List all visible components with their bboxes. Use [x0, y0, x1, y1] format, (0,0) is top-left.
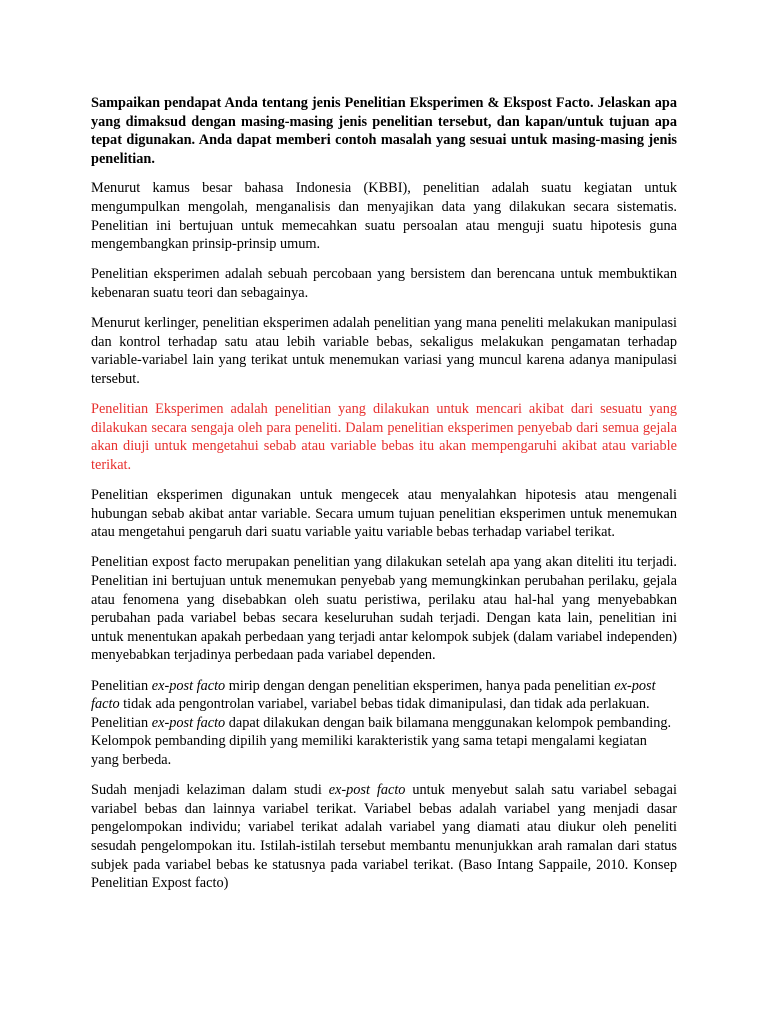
- italic-term: ex-post facto: [328, 782, 406, 799]
- paragraph-expost-facto: Penelitian expost facto merupakan penelitian yang dilakukan setelah apa yang akan diteliti itu terjadi. Penelitian ini bertujuan untuk menemukan penyebab yang memungkinkan perubahan perilaku, gejala atau fenomena yang disebabkan oleh suatu peristiwa, perilaku atau hal-hal yang menyebabkan perubahan pada variabel bebas secara keseluruhan sudah terjadi. Dengan kata lain, penelitian ini untuk menentukan apakah perbedaan yang terjadi antar kelompok subjek (dalam variabel independen) menyebabkan terjadinya perbedaan pada variabel dependen.: [91, 554, 677, 664]
- paragraph-expost-variables: [91, 781, 677, 893]
- text-segment: untuk menyebut salah satu variabel sebagai variabel bebas dan lainnya variabel terikat. Variabel bebas adalah variabel yang menjadi dasar pengelompokan individu; variabel terikat adalah variabel yang diamati atau diukur oleh peneliti sesudah pengelompokan itu. Istilah-istilah tersebut membantu menunjukkan arah ramalan dari status subjek pada variabel bebas ke statusnya pada variabel terikat. (Baso Intang Sappaile, 2010. Konsep Penelitian Expost facto): [91, 782, 677, 892]
- paragraph-expost-comparison: [91, 677, 677, 770]
- text-segment: Penelitian: [91, 677, 152, 694]
- document-body: [91, 94, 677, 904]
- paragraph-kerlinger: Menurut kerlinger, penelitian eksperimen adalah penelitian yang mana peneliti melakukan manipulasi dan kontrol terhadap satu atau lebih variable bebas, sekaligus melakukan pengamatan terhadap variable-variabel lain yang terikat untuk menemukan variasi yang muncul karena adanya manipulasi tersebut.: [91, 315, 677, 387]
- paragraph-experiment-purpose: Penelitian eksperimen digunakan untuk mengecek atau menyalahkan hipotesis atau mengenali hubungan sebab akibat antar variable. Secara umum tujuan penelitian eksperimen untuk menemukan atau mengetahui pengaruh dari suatu variable yaitu variable bebas terhadap variabel terikat.: [91, 487, 677, 541]
- paragraph-experiment-definition: Penelitian eksperimen adalah sebuah percobaan yang bersistem dan berencana untuk membuktikan kebenaran suatu teori dan sebagainya.: [91, 266, 677, 301]
- assignment-question: Sampaikan pendapat Anda tentang jenis Penelitian Eksperimen & Ekspost Facto. Jelaskan apa yang dimaksud dengan masing-masing jenis penelitian tersebut, dan kapan/untuk tujuan apa tepat digunakan. Anda dapat memberi contoh masalah yang sesuai untuk masing-masing jenis penelitian.: [91, 95, 677, 167]
- italic-term: ex-post facto: [151, 677, 226, 694]
- paragraph-highlighted-definition: Penelitian Eksperimen adalah penelitian yang dilakukan untuk mencari akibat dari sesuatu yang dilakukan secara sengaja oleh para peneliti. Dalam penelitian eksperimen penyebab dari semua gejala akan diuji untuk mengetahui sebab atau variable bebas itu akan mempengaruhi akibat atau variable terikat.: [91, 401, 677, 473]
- text-segment: mirip dengan dengan penelitian eksperimen, hanya pada penelitian: [225, 677, 615, 694]
- italic-term: ex-post facto: [151, 714, 226, 731]
- text-segment: Sudah menjadi kelaziman dalam studi: [91, 782, 329, 799]
- paragraph-kbbi-definition: Menurut kamus besar bahasa Indonesia (KBBI), penelitian adalah suatu kegiatan untuk mengumpulkan mengolah, menganalisis dan menyajikan data yang dilakukan secara sistematis. Penelitian ini bertujuan untuk memecahkan suatu persoalan atau menguji suatu hipotesis guna mengembangkan prinsip-prinsip umum.: [91, 180, 677, 253]
- text-segment: tidak ada pengontrolan variabel, variabel bebas tidak dimanipulasi, dan tidak ada perlakuan. Penelitian: [91, 696, 650, 731]
- italic-term: ex-post facto: [91, 677, 656, 713]
- text-segment: dapat dilakukan dengan baik bilamana menggunakan kelompok pembanding. Kelompok pembanding dipilih yang memiliki karakteristik yang sama tetapi mengalami kegiatan yang berbeda.: [91, 714, 672, 768]
